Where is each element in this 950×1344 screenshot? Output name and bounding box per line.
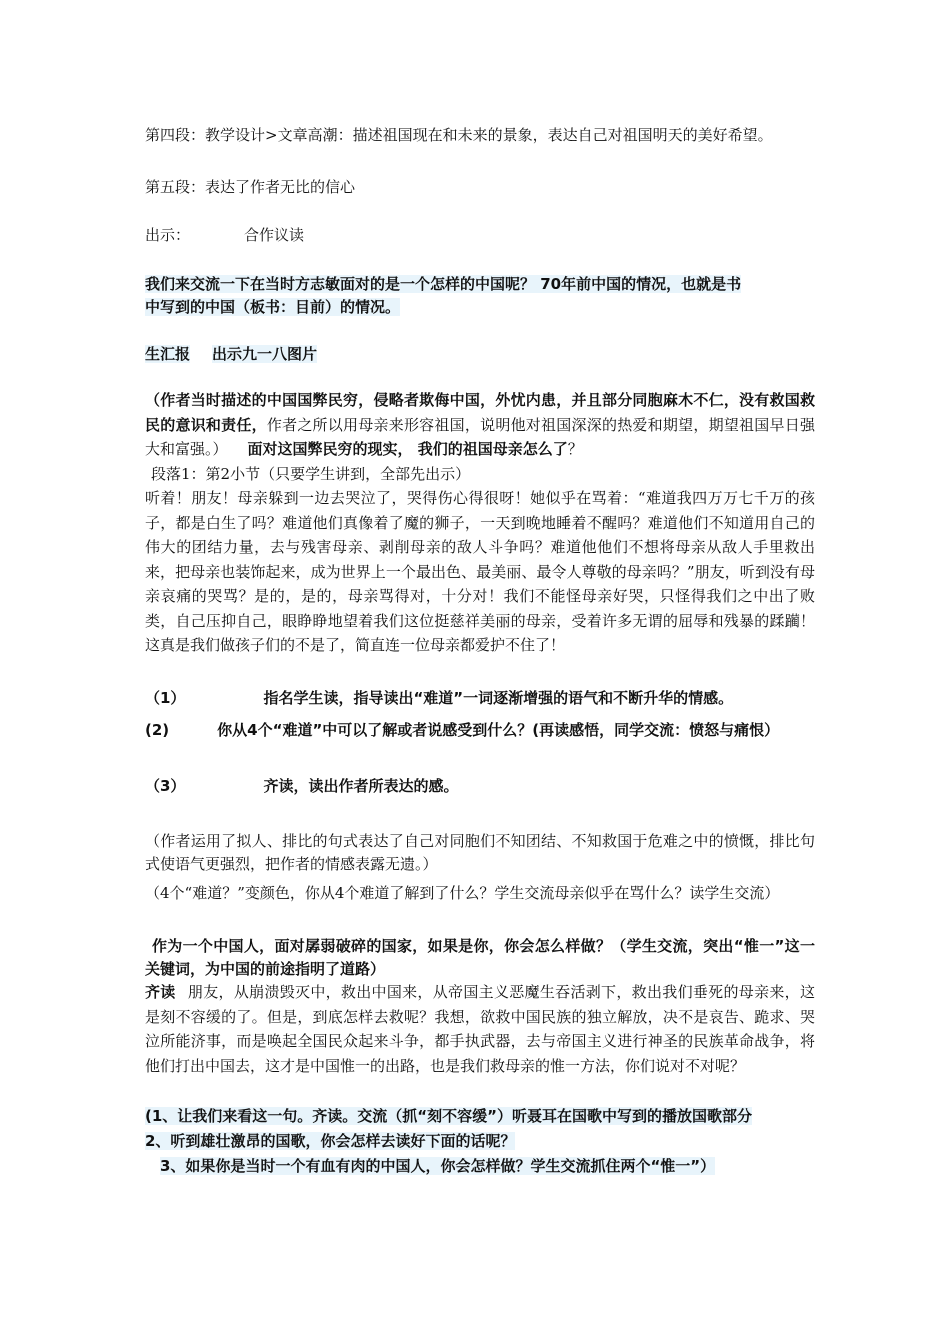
teacher-note-one: （作者当时描述的中国国弊民穷，侵略者欺侮中国，外忧内患，并且部分同胞麻木不仁，没有救国救民的意识和责任，作者之所以用母亲来形容祖国，说明他对祖国深深的热爱和期望，期望祖国早日强大和富强。） 面对这国弊民穷的现实， 我们的祖国母亲怎么了？ — [145, 391, 815, 458]
show-label: 出示： — [145, 226, 191, 244]
paragraph-four-summary: 第四段：教学设计>文章高潮：描述祖国现在和未来的景象，表达自己对祖国明天的美好希望。 — [145, 126, 773, 144]
show-line — [145, 224, 304, 246]
question-one-line-b: 中写到的中国（板书：目前）的情况。 — [145, 298, 401, 316]
step-three: （3） 齐读，读出作者所表达的感。 — [145, 777, 459, 795]
teacher-note-three: （4个“难道？”变颜色，你从4个难道了解到了什么？学生交流母亲似乎在骂什么？读学生交流） — [145, 884, 780, 902]
closing-step-three: 3、如果你是当时一个有血有肉的中国人，你会怎样做？学生交流抓住两个“惟一”） — [160, 1157, 716, 1175]
step-one: （1） 指名学生读，指导读出“难道”一词逐渐增强的语气和不断升华的情感。 — [145, 689, 734, 707]
teacher-note-two: （作者运用了拟人、排比的句式表达了自己对同胞们不知团结、不知救国于危难之中的愤慨，排比句式使语气更强烈，把作者的情感表露无遗。） — [145, 832, 815, 873]
paragraph-five-summary: 第五段：表达了作者无比的信心 — [145, 178, 356, 196]
segment-one-heading: 段落1：第2小节（只要学生讲到，全部先出示） — [151, 465, 471, 483]
closing-step-two: 2、听到雄壮激昂的国歌，你会怎样去读好下面的话呢？ — [145, 1132, 516, 1150]
question-one-line-a: 我们来交流一下在当时方志敏面对的是一个怎样的中国呢？ 70年前中国的情况，也就是书 — [145, 275, 742, 293]
closing-step-one: (1、让我们来看这一句。齐读。交流（抓“刻不容缓”）听聂耳在国歌中写到的播放国歌部分 — [145, 1107, 753, 1125]
step-two: (2) 你从4个“难道”中可以了解或者说感受到什么？(再读感悟，同学交流：愤怒与痛恨） — [145, 721, 780, 739]
show-text: 合作议读 — [244, 226, 305, 244]
student-report-line: 生汇报 出示九一八图片 — [145, 345, 318, 363]
quoted-passage-two: 齐读 朋友，从崩溃毁灭中，救出中国来，从帝国主义恶魔生吞活剥下，救出我们垂死的母亲来，这是刻不容缓的了。但是，到底怎样去救呢？我想，欲救中国民族的独立解放，决不是哀告、跪求、哭泣所能济事，而是唤起全国民众起来斗争，都手执武器，去与帝国主义进行神圣的民族革命战争，将他们打出中国去，这才是中国惟一的出路，也是我们救母亲的惟一方法，你们说对不对呢？ — [145, 983, 815, 1075]
question-two: 作为一个中国人，面对孱弱破碎的国家，如果是你，你会怎么样做？（学生交流，突出“惟一”这一关键词，为中国的前途指明了道路） — [145, 937, 815, 978]
quoted-passage-one: 听着！朋友！母亲躲到一边去哭泣了，哭得伤心得很呀！她似乎在骂着：“难道我四万万七千万的孩子，都是白生了吗？难道他们真像着了魔的狮子，一天到晚地睡着不醒吗？难道他们不知道用自己的伟大的团结力量，去与残害母亲、剥削母亲的敌人斗争吗？难道他他们不想将母亲从敌人手里救出来，把母亲也装饰起来，成为世界上一个最出色、最美丽、最令人尊敬的母亲吗？”朋友，听到没有母亲哀痛的哭骂？是的，是的，母亲骂得对，十分对！我们不能怪母亲好哭，只怪得我们之中出了败类，自己压抑自己，眼睁睁地望着我们这位挺慈祥美丽的母亲，受着许多无谓的屈辱和残暴的蹂躏！这真是我们做孩子们的不是了，简直连一位母亲都爱护不住了！ — [145, 489, 815, 654]
